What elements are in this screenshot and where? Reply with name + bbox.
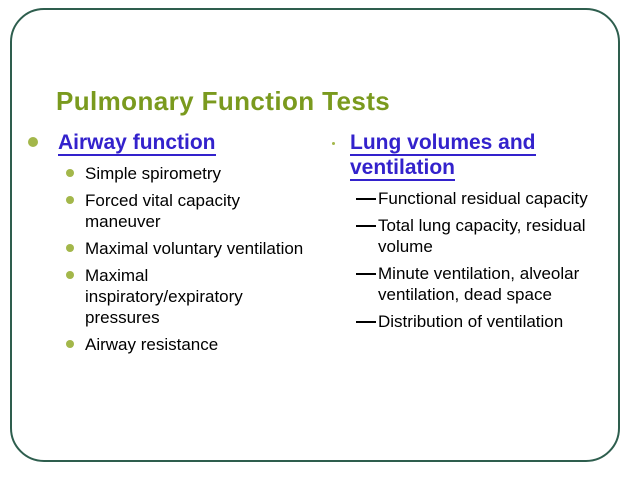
list-item-text: Forced vital capacity maneuver [85,191,240,231]
list-item-text: Total lung capacity, residual volume [378,216,586,256]
list-item-text: Functional residual capacity [378,189,588,208]
right-column [320,130,610,338]
left-heading: Airway function [58,131,216,154]
right-heading-line1 [350,130,610,155]
list-item [320,188,610,209]
left-column [20,130,310,361]
dash-icon [356,321,376,323]
list-item-text: Distribution of ventilation [378,312,564,331]
dash-icon [356,225,376,227]
list-item [320,215,610,257]
list-item [20,163,310,184]
right-heading-line2 [350,155,610,180]
right-list [320,188,610,332]
slide-title: Pulmonary Function Tests [56,86,391,116]
bullet-icon [66,340,74,348]
list-item-text: Airway resistance [85,335,219,354]
list-item [20,190,310,232]
bullet-icon [332,142,335,145]
right-heading-row [320,130,610,180]
left-heading-row [20,130,310,155]
list-item [320,263,610,305]
bullet-icon [66,196,74,204]
list-item [20,265,310,328]
list-item [20,334,310,355]
bullet-icon [28,137,38,147]
bullet-icon [66,169,74,177]
list-item-text: Simple spirometry [85,164,222,183]
bullet-icon [66,244,74,252]
bullet-icon [66,271,74,279]
left-list [20,163,310,355]
right-heading-text-2: ventilation [350,156,456,179]
list-item [20,238,310,259]
list-item-text: Maximal voluntary ventilation [85,239,304,258]
dash-icon [356,273,376,275]
list-item-text: Maximal inspiratory/expiratory pressures [85,266,243,327]
dash-icon [356,198,376,200]
right-heading-text-1: Lung volumes and [350,131,536,154]
list-item [320,311,610,332]
list-item-text: Minute ventilation, alveolar ventilation, dead space [378,264,580,304]
